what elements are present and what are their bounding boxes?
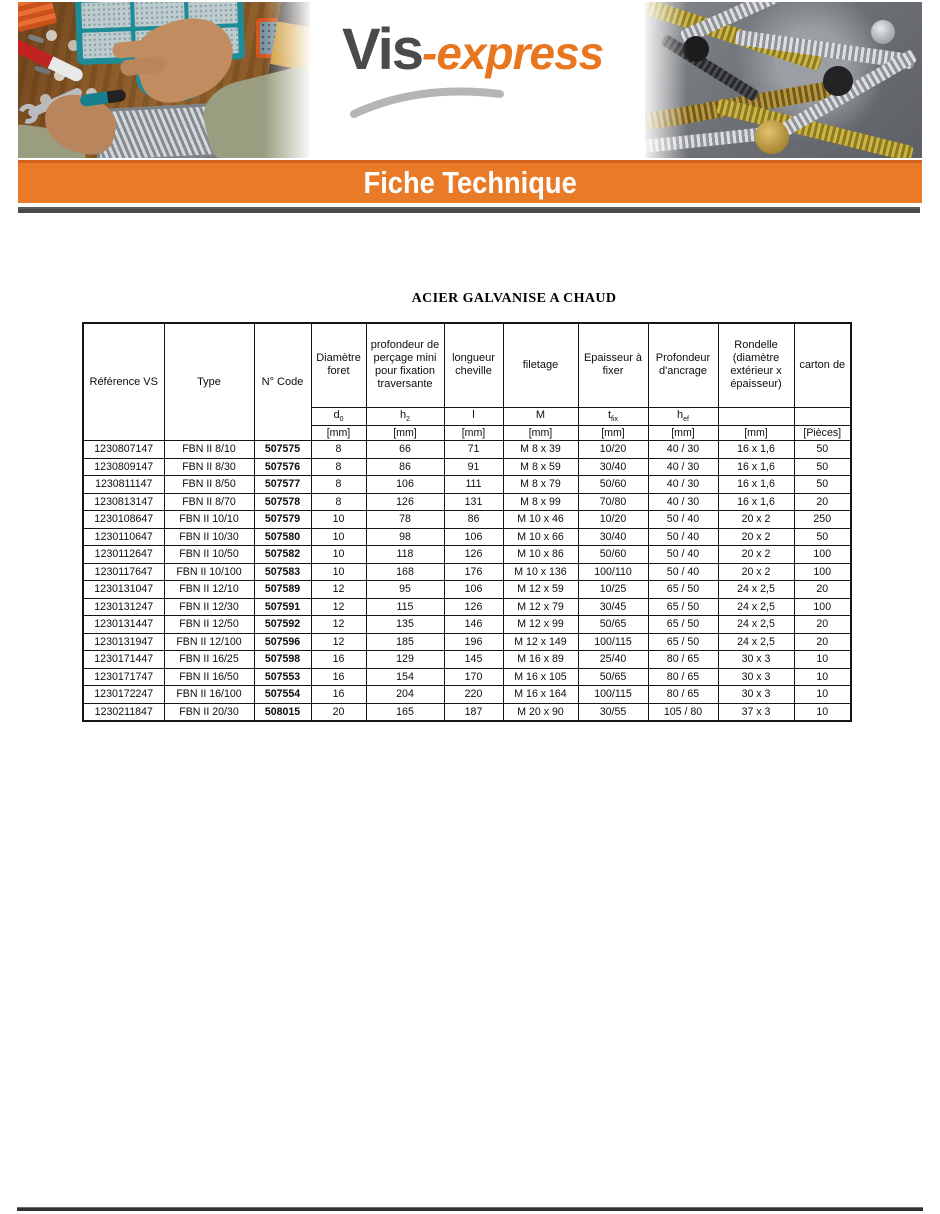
table-cell: 50 / 40 xyxy=(648,528,718,546)
col-header-code: N° Code xyxy=(254,323,311,441)
unit-cell: [mm] xyxy=(444,425,503,441)
table-cell: 50/65 xyxy=(578,668,648,686)
table-cell: FBN II 10/50 xyxy=(164,546,254,564)
table-row xyxy=(83,651,851,669)
table-cell: 508015 xyxy=(254,703,311,721)
table-cell: FBN II 12/50 xyxy=(164,616,254,634)
table-body xyxy=(83,441,851,721)
screw-head-black xyxy=(823,66,853,96)
table-cell: 131 xyxy=(444,493,503,511)
table-cell: 1230117647 xyxy=(83,563,164,581)
table-cell: 507596 xyxy=(254,633,311,651)
symbol-l: l xyxy=(444,407,503,425)
table-cell: 50 / 40 xyxy=(648,511,718,529)
table-cell: FBN II 16/50 xyxy=(164,668,254,686)
table-cell: FBN II 12/100 xyxy=(164,633,254,651)
table-cell: 185 xyxy=(366,633,444,651)
brand-name-dark: Vis xyxy=(342,17,423,82)
table-cell: 12 xyxy=(311,598,366,616)
table-cell: 507553 xyxy=(254,668,311,686)
table-cell: 10/20 xyxy=(578,441,648,459)
table-row xyxy=(83,668,851,686)
table-row xyxy=(83,703,851,721)
table-cell: 80 / 65 xyxy=(648,686,718,704)
table-cell: M 12 x 149 xyxy=(503,633,578,651)
table-cell: 16 xyxy=(311,686,366,704)
table-row xyxy=(83,511,851,529)
table-cell: 1230112647 xyxy=(83,546,164,564)
table-cell: 507591 xyxy=(254,598,311,616)
table-cell: 24 x 2,5 xyxy=(718,581,794,599)
unit-cell: [mm] xyxy=(366,425,444,441)
table-cell: 10 xyxy=(794,686,851,704)
table-cell: 8 xyxy=(311,441,366,459)
table-cell: 507577 xyxy=(254,476,311,494)
table-cell: M 8 x 79 xyxy=(503,476,578,494)
table-cell: 10 xyxy=(311,511,366,529)
table-cell: 30/40 xyxy=(578,528,648,546)
table-cell: 1230131447 xyxy=(83,616,164,634)
table-cell: 204 xyxy=(366,686,444,704)
table-cell: M 10 x 46 xyxy=(503,511,578,529)
symbol-d0: $d_0$ xyxy=(311,407,366,425)
header-divider xyxy=(18,207,920,213)
table-cell: 8 xyxy=(311,476,366,494)
table-cell: 30/40 xyxy=(578,458,648,476)
col-header-longueur-cheville: longueur cheville xyxy=(444,323,503,407)
table-cell: 16 xyxy=(311,651,366,669)
table-cell: 170 xyxy=(444,668,503,686)
symbol-tfix: $t_{fix}$ xyxy=(578,407,648,425)
table-cell: M 12 x 59 xyxy=(503,581,578,599)
table-cell: 20 x 2 xyxy=(718,546,794,564)
table-cell: FBN II 20/30 xyxy=(164,703,254,721)
table-cell: 126 xyxy=(366,493,444,511)
table-cell: 507582 xyxy=(254,546,311,564)
table-cell: 80 / 65 xyxy=(648,651,718,669)
table-row xyxy=(83,493,851,511)
table-cell: 10/25 xyxy=(578,581,648,599)
tape-measure xyxy=(18,2,57,32)
table-cell: 10 xyxy=(311,546,366,564)
table-cell: 507554 xyxy=(254,686,311,704)
screw-head-silver xyxy=(871,20,895,44)
table-cell: 91 xyxy=(444,458,503,476)
table-cell: 50/60 xyxy=(578,546,648,564)
table-cell: 50 xyxy=(794,458,851,476)
col-header-filetage: filetage xyxy=(503,323,578,407)
table-cell: 30/45 xyxy=(578,598,648,616)
footer-divider xyxy=(17,1207,923,1211)
table-cell: 24 x 2,5 xyxy=(718,633,794,651)
col-header-profondeur-percage: profondeur de perçage mini pour fixation traversante xyxy=(366,323,444,407)
symbol-hef: $h_{ef}$ xyxy=(648,407,718,425)
table-cell: 168 xyxy=(366,563,444,581)
table-cell: 37 x 3 xyxy=(718,703,794,721)
table-cell: 10/20 xyxy=(578,511,648,529)
unit-cell: [mm] xyxy=(648,425,718,441)
table-cell: 50 / 40 xyxy=(648,563,718,581)
banner xyxy=(18,160,922,203)
table-cell: FBN II 8/70 xyxy=(164,493,254,511)
table-cell: 1230131947 xyxy=(83,633,164,651)
table-cell: 50/60 xyxy=(578,476,648,494)
header-row xyxy=(83,323,851,407)
table-cell: FBN II 8/10 xyxy=(164,441,254,459)
table-cell: 507592 xyxy=(254,616,311,634)
symbol-h2: $h_2$ xyxy=(366,407,444,425)
table-cell: 507589 xyxy=(254,581,311,599)
col-header-carton: carton de xyxy=(794,323,851,407)
table-cell: 65 / 50 xyxy=(648,633,718,651)
table-cell: 16 x 1,6 xyxy=(718,476,794,494)
table-cell: 16 x 1,6 xyxy=(718,458,794,476)
table-cell: 20 x 2 xyxy=(718,563,794,581)
table-cell: 12 xyxy=(311,633,366,651)
table-cell: 40 / 30 xyxy=(648,441,718,459)
table-row xyxy=(83,441,851,459)
table-cell: FBN II 12/10 xyxy=(164,581,254,599)
table-cell: 1230171747 xyxy=(83,668,164,686)
table-cell: 1230110647 xyxy=(83,528,164,546)
table-cell: 106 xyxy=(444,581,503,599)
table-cell: 126 xyxy=(444,598,503,616)
table-cell: M 16 x 105 xyxy=(503,668,578,686)
screwdriver xyxy=(18,38,85,84)
table-cell: FBN II 16/25 xyxy=(164,651,254,669)
table-cell: 95 xyxy=(366,581,444,599)
table-cell: M 12 x 99 xyxy=(503,616,578,634)
table-cell: 10 xyxy=(311,563,366,581)
table-cell: M 12 x 79 xyxy=(503,598,578,616)
table-cell: 100/110 xyxy=(578,563,648,581)
symbol-empty xyxy=(794,407,851,425)
table-cell: 16 x 1,6 xyxy=(718,493,794,511)
table-cell: 86 xyxy=(444,511,503,529)
table-cell: 105 / 80 xyxy=(648,703,718,721)
table-cell: 507580 xyxy=(254,528,311,546)
table-cell: 507579 xyxy=(254,511,311,529)
table-cell: FBN II 10/30 xyxy=(164,528,254,546)
table-cell: 146 xyxy=(444,616,503,634)
table-cell: 100 xyxy=(794,598,851,616)
table-cell: 250 xyxy=(794,511,851,529)
table-cell: 20 xyxy=(794,581,851,599)
table-cell: 507583 xyxy=(254,563,311,581)
washers-decoration xyxy=(46,30,57,41)
table-cell: 10 xyxy=(794,651,851,669)
table-cell: 8 xyxy=(311,493,366,511)
table-cell: 86 xyxy=(366,458,444,476)
table-cell: 24 x 2,5 xyxy=(718,616,794,634)
table-cell: 1230807147 xyxy=(83,441,164,459)
table-cell: M 16 x 164 xyxy=(503,686,578,704)
table-cell: 135 xyxy=(366,616,444,634)
table-cell: 20 xyxy=(311,703,366,721)
table-cell: 20 x 2 xyxy=(718,511,794,529)
brand-name-orange: -express xyxy=(422,27,604,79)
table-cell: FBN II 12/30 xyxy=(164,598,254,616)
table-row xyxy=(83,581,851,599)
unit-cell: [mm] xyxy=(503,425,578,441)
table-cell: 507575 xyxy=(254,441,311,459)
unit-cell: [mm] xyxy=(718,425,794,441)
workbench-photo xyxy=(18,2,310,158)
spec-table xyxy=(82,322,852,722)
col-header-reference: Référence VS xyxy=(83,323,164,441)
table-cell: M 10 x 66 xyxy=(503,528,578,546)
table-cell: 20 x 2 xyxy=(718,528,794,546)
table-cell: 129 xyxy=(366,651,444,669)
table-cell: 154 xyxy=(366,668,444,686)
table-cell: M 8 x 59 xyxy=(503,458,578,476)
table-cell: 187 xyxy=(444,703,503,721)
header xyxy=(18,2,922,158)
table-cell: 10 xyxy=(311,528,366,546)
col-header-epaisseur: Epaisseur à fixer xyxy=(578,323,648,407)
symbol-empty xyxy=(718,407,794,425)
table-cell: 1230131047 xyxy=(83,581,164,599)
table-cell: 40 / 30 xyxy=(648,476,718,494)
table-cell: 65 / 50 xyxy=(648,616,718,634)
table-cell: 78 xyxy=(366,511,444,529)
unit-cell: [Pièces] xyxy=(794,425,851,441)
table-cell: 50 xyxy=(794,441,851,459)
brand-logo xyxy=(342,16,603,83)
table-cell: 65 / 50 xyxy=(648,581,718,599)
table-cell: M 20 x 90 xyxy=(503,703,578,721)
symbol-M: M xyxy=(503,407,578,425)
table-cell: 100 xyxy=(794,563,851,581)
table-cell: 1230809147 xyxy=(83,458,164,476)
col-header-rondelle: Rondelle (diamètre extérieur x épaisseur) xyxy=(718,323,794,407)
table-cell: 50/65 xyxy=(578,616,648,634)
table-cell: 70/80 xyxy=(578,493,648,511)
table-cell: 106 xyxy=(366,476,444,494)
table-cell: 20 xyxy=(794,633,851,651)
table-cell: 20 xyxy=(794,493,851,511)
table-cell: 80 / 65 xyxy=(648,668,718,686)
table-cell: 115 xyxy=(366,598,444,616)
table-cell: 30 x 3 xyxy=(718,651,794,669)
table-row xyxy=(83,528,851,546)
table-cell: 8 xyxy=(311,458,366,476)
photo-fade xyxy=(264,2,310,158)
table-cell: 10 xyxy=(794,668,851,686)
sheet-title: ACIER GALVANISE A CHAUD xyxy=(411,291,617,306)
table-cell: 1230813147 xyxy=(83,493,164,511)
table-cell: 126 xyxy=(444,546,503,564)
table-cell: 111 xyxy=(444,476,503,494)
table-cell: 98 xyxy=(366,528,444,546)
table-cell: 40 / 30 xyxy=(648,458,718,476)
banner-title: Fiche Technique xyxy=(363,165,577,200)
table-cell: 1230811147 xyxy=(83,476,164,494)
table-cell: 10 xyxy=(794,703,851,721)
col-header-diametre-foret: Diamètre foret xyxy=(311,323,366,407)
unit-cell: [mm] xyxy=(311,425,366,441)
screws-photo xyxy=(645,2,922,158)
table-cell: 220 xyxy=(444,686,503,704)
table-cell: 1230108647 xyxy=(83,511,164,529)
table-cell: 12 xyxy=(311,581,366,599)
table-row xyxy=(83,458,851,476)
table-cell: FBN II 16/100 xyxy=(164,686,254,704)
table-cell: 1230131247 xyxy=(83,598,164,616)
table-cell: 507576 xyxy=(254,458,311,476)
table-cell: 118 xyxy=(366,546,444,564)
table-cell: 165 xyxy=(366,703,444,721)
table-cell: FBN II 10/10 xyxy=(164,511,254,529)
table-row xyxy=(83,476,851,494)
table-cell: 145 xyxy=(444,651,503,669)
table-cell: 24 x 2,5 xyxy=(718,598,794,616)
table-cell: 50 xyxy=(794,528,851,546)
table-cell: 507578 xyxy=(254,493,311,511)
table-cell: 30/55 xyxy=(578,703,648,721)
table-cell: 196 xyxy=(444,633,503,651)
col-header-profondeur-ancrage: Profondeur d'ancrage xyxy=(648,323,718,407)
unit-cell: [mm] xyxy=(578,425,648,441)
col-header-type: Type xyxy=(164,323,254,441)
table-cell: 16 x 1,6 xyxy=(718,441,794,459)
table-row xyxy=(83,563,851,581)
table-cell: M 8 x 39 xyxy=(503,441,578,459)
table-cell: 40 / 30 xyxy=(648,493,718,511)
table-cell: FBN II 8/50 xyxy=(164,476,254,494)
table-row xyxy=(83,546,851,564)
table-cell: 30 x 3 xyxy=(718,668,794,686)
table-cell: 100/115 xyxy=(578,633,648,651)
table-cell: 71 xyxy=(444,441,503,459)
table-row xyxy=(83,616,851,634)
table-cell: 100 xyxy=(794,546,851,564)
screw-head-gold xyxy=(755,120,789,154)
table-row xyxy=(83,598,851,616)
table-cell: M 10 x 136 xyxy=(503,563,578,581)
table-row xyxy=(83,633,851,651)
table-cell: FBN II 8/30 xyxy=(164,458,254,476)
table-cell: 66 xyxy=(366,441,444,459)
logo-swoosh xyxy=(348,82,508,122)
table-cell: 30 x 3 xyxy=(718,686,794,704)
table-cell: 25/40 xyxy=(578,651,648,669)
table-cell: 1230211847 xyxy=(83,703,164,721)
table-cell: 12 xyxy=(311,616,366,634)
table-cell: 65 / 50 xyxy=(648,598,718,616)
table-cell: M 16 x 89 xyxy=(503,651,578,669)
table-cell: 176 xyxy=(444,563,503,581)
table-cell: 100/115 xyxy=(578,686,648,704)
table-cell: 1230172247 xyxy=(83,686,164,704)
table-cell: 20 xyxy=(794,616,851,634)
table-row xyxy=(83,686,851,704)
table-cell: M 8 x 99 xyxy=(503,493,578,511)
table-cell: 50 / 40 xyxy=(648,546,718,564)
table-cell: 50 xyxy=(794,476,851,494)
table-cell: 1230171447 xyxy=(83,651,164,669)
photo-fade xyxy=(645,2,687,158)
table-cell: 16 xyxy=(311,668,366,686)
table-cell: M 10 x 86 xyxy=(503,546,578,564)
table-cell: 106 xyxy=(444,528,503,546)
logo-area xyxy=(310,2,645,158)
table-cell: FBN II 10/100 xyxy=(164,563,254,581)
table-cell: 507598 xyxy=(254,651,311,669)
